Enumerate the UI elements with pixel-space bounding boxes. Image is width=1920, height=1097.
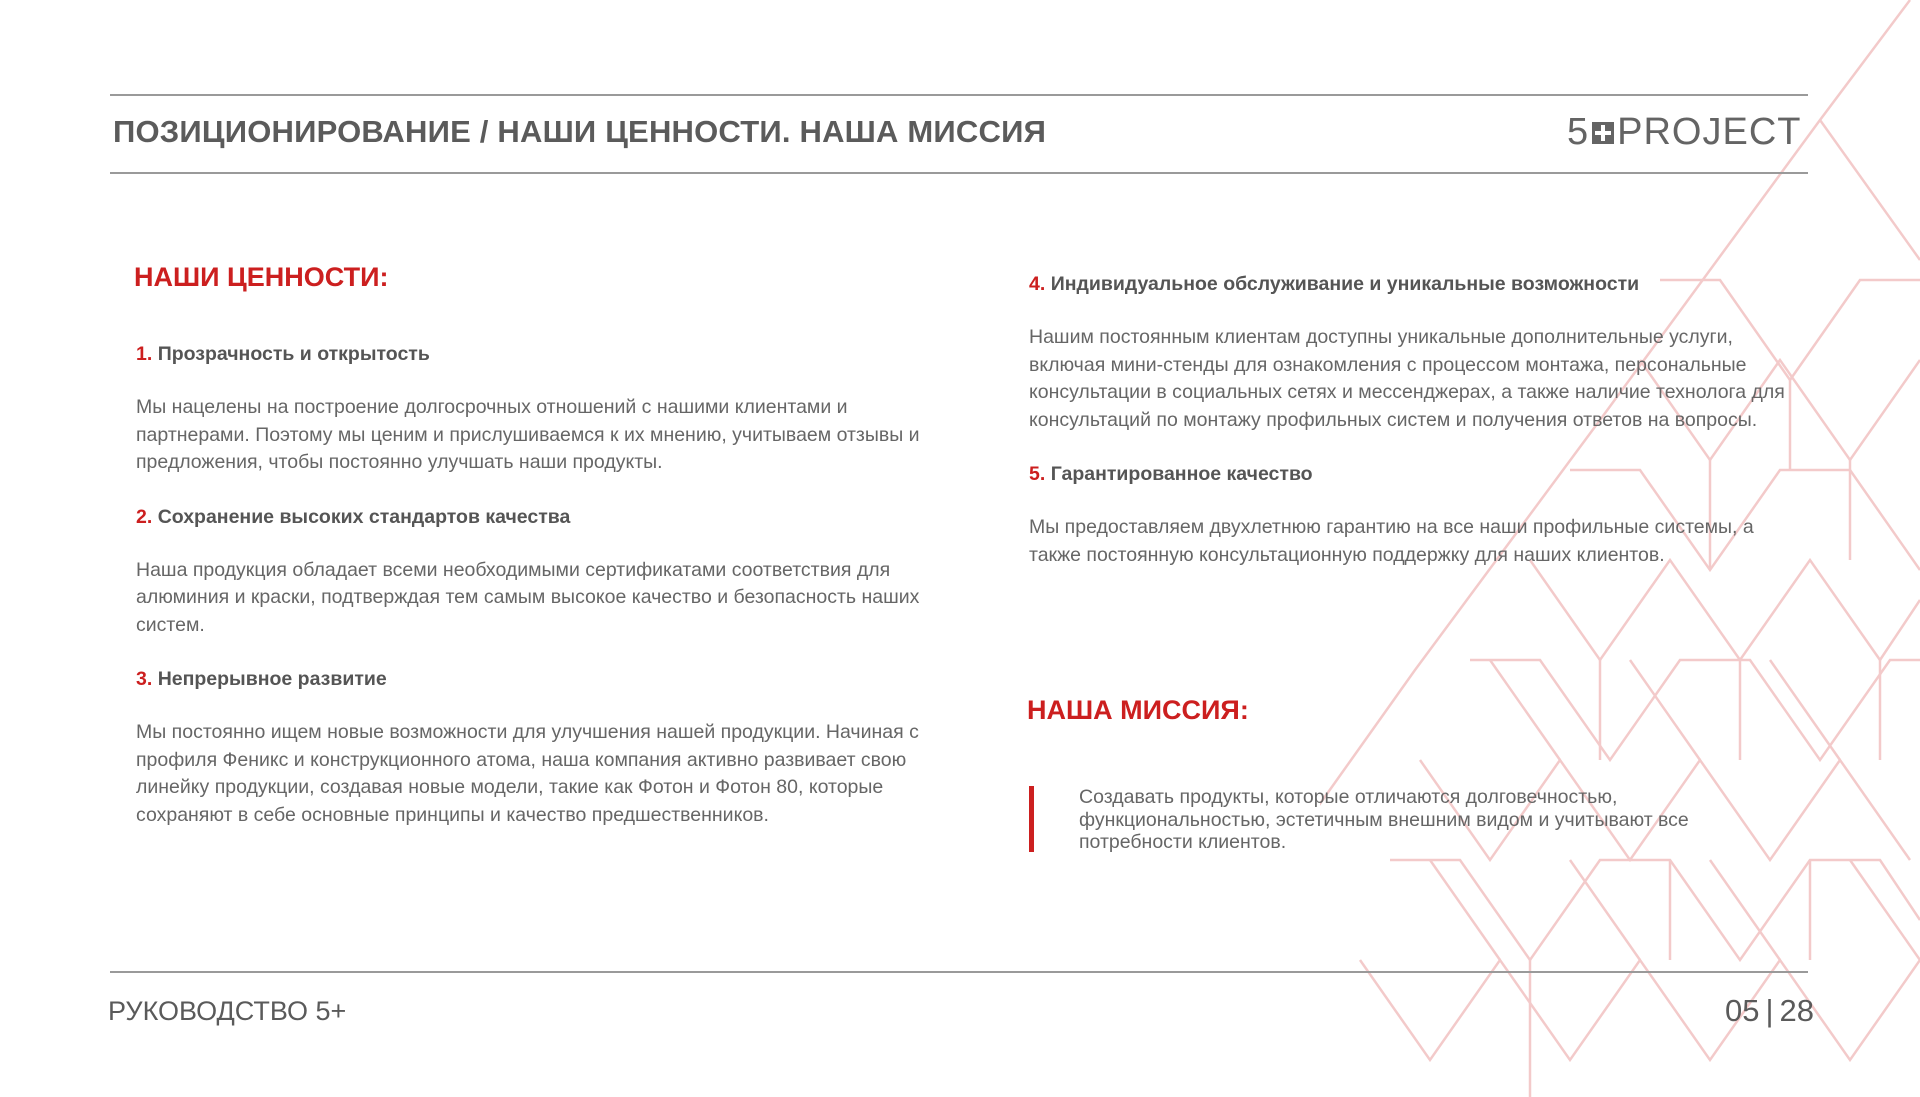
- value-item: [136, 503, 956, 640]
- value-item-title: [136, 665, 956, 693]
- page-separator: |: [1765, 993, 1774, 1028]
- value-item: [1029, 460, 1789, 569]
- value-item-number: 4.: [1029, 273, 1046, 295]
- total-pages: 28: [1779, 993, 1814, 1028]
- value-item-number: 1.: [136, 343, 153, 365]
- current-page: 05: [1724, 993, 1760, 1028]
- value-item-title: [136, 340, 956, 368]
- value-item-title: [1029, 270, 1789, 298]
- footer-rule: [110, 971, 1808, 973]
- value-item: [136, 340, 956, 477]
- header-top-rule: [110, 94, 1808, 96]
- value-item-title: [136, 503, 956, 531]
- value-item-label: Непрерывное развитие: [157, 668, 387, 690]
- mission-heading: НАША МИССИЯ:: [1027, 695, 1249, 725]
- value-item-number: 2.: [136, 505, 153, 528]
- value-item-text: Мы постоянно ищем новые возможности для улучшения нашей продукции. Начиная с профиля Феникс и конструкционного атома, наша компания активно развивает свою линейку продукции, создавая новые модели, такие как Фотон и Фотон 80, которые сохраняют в себе основные принципы и качество предшественников.: [136, 721, 919, 826]
- value-item-number: 3.: [136, 668, 153, 690]
- logo-prefix: 5: [1567, 111, 1590, 153]
- values-column-right: [1029, 270, 1789, 595]
- value-item: [136, 665, 956, 829]
- logo-suffix: PROJECT: [1617, 111, 1802, 153]
- value-item-title: [1029, 460, 1789, 488]
- value-item: [1029, 270, 1789, 434]
- values-column-left: [136, 340, 956, 855]
- page-title: ПОЗИЦИОНИРОВАНИЕ / НАШИ ЦЕННОСТИ. НАША МИССИЯ: [113, 114, 1047, 149]
- values-heading: НАШИ ЦЕННОСТИ:: [134, 262, 389, 292]
- value-item-number: 5.: [1029, 463, 1046, 485]
- value-item-text: Наша продукция обладает всеми необходимыми сертификатами соответствия для алюминия и краски, подтверждая тем самым высокое качество и безопасность наших систем.: [136, 558, 920, 636]
- value-item-text: Нашим постоянным клиентам доступны уникальные дополнительные услуги, включая мини-стенды для ознакомления с процессом монтажа, персональные консультации в социальных сетях и мессенджерах, а также наличие технолога для консультаций по монтажу профильных систем и получения ответов на вопросы.: [1029, 326, 1785, 431]
- value-item-label: Индивидуальное обслуживание и уникальные возможности: [1050, 273, 1640, 295]
- value-item-label: Сохранение высоких стандартов качества: [157, 505, 571, 528]
- page-number: [1725, 993, 1814, 1029]
- footer-guide-title: РУКОВОДСТВО 5+: [108, 996, 347, 1026]
- header-bottom-rule: [110, 172, 1808, 174]
- value-item-text: Мы нацелены на построение долгосрочных отношений с нашими клиентами и партнерами. Поэтому мы ценим и прислушиваемся к их мнению, учитываем отзывы и предложения, чтобы постоянно улучшать наши продукты.: [136, 396, 920, 473]
- mission-quote: Создавать продукты, которые отличаются долговечностью, функциональностью, эстетичным внешним видом и учитывают все потребности клиентов.: [1029, 786, 1779, 852]
- plus-square-icon: [1592, 122, 1614, 144]
- value-item-text: Мы предоставляем двухлетнюю гарантию на все наши профильные системы, а также постоянную консультационную поддержку для наших клиентов.: [1029, 516, 1754, 566]
- value-item-label: Прозрачность и открытость: [157, 343, 430, 365]
- value-item-label: Гарантированное качество: [1050, 463, 1313, 485]
- brand-logo: [1567, 112, 1802, 152]
